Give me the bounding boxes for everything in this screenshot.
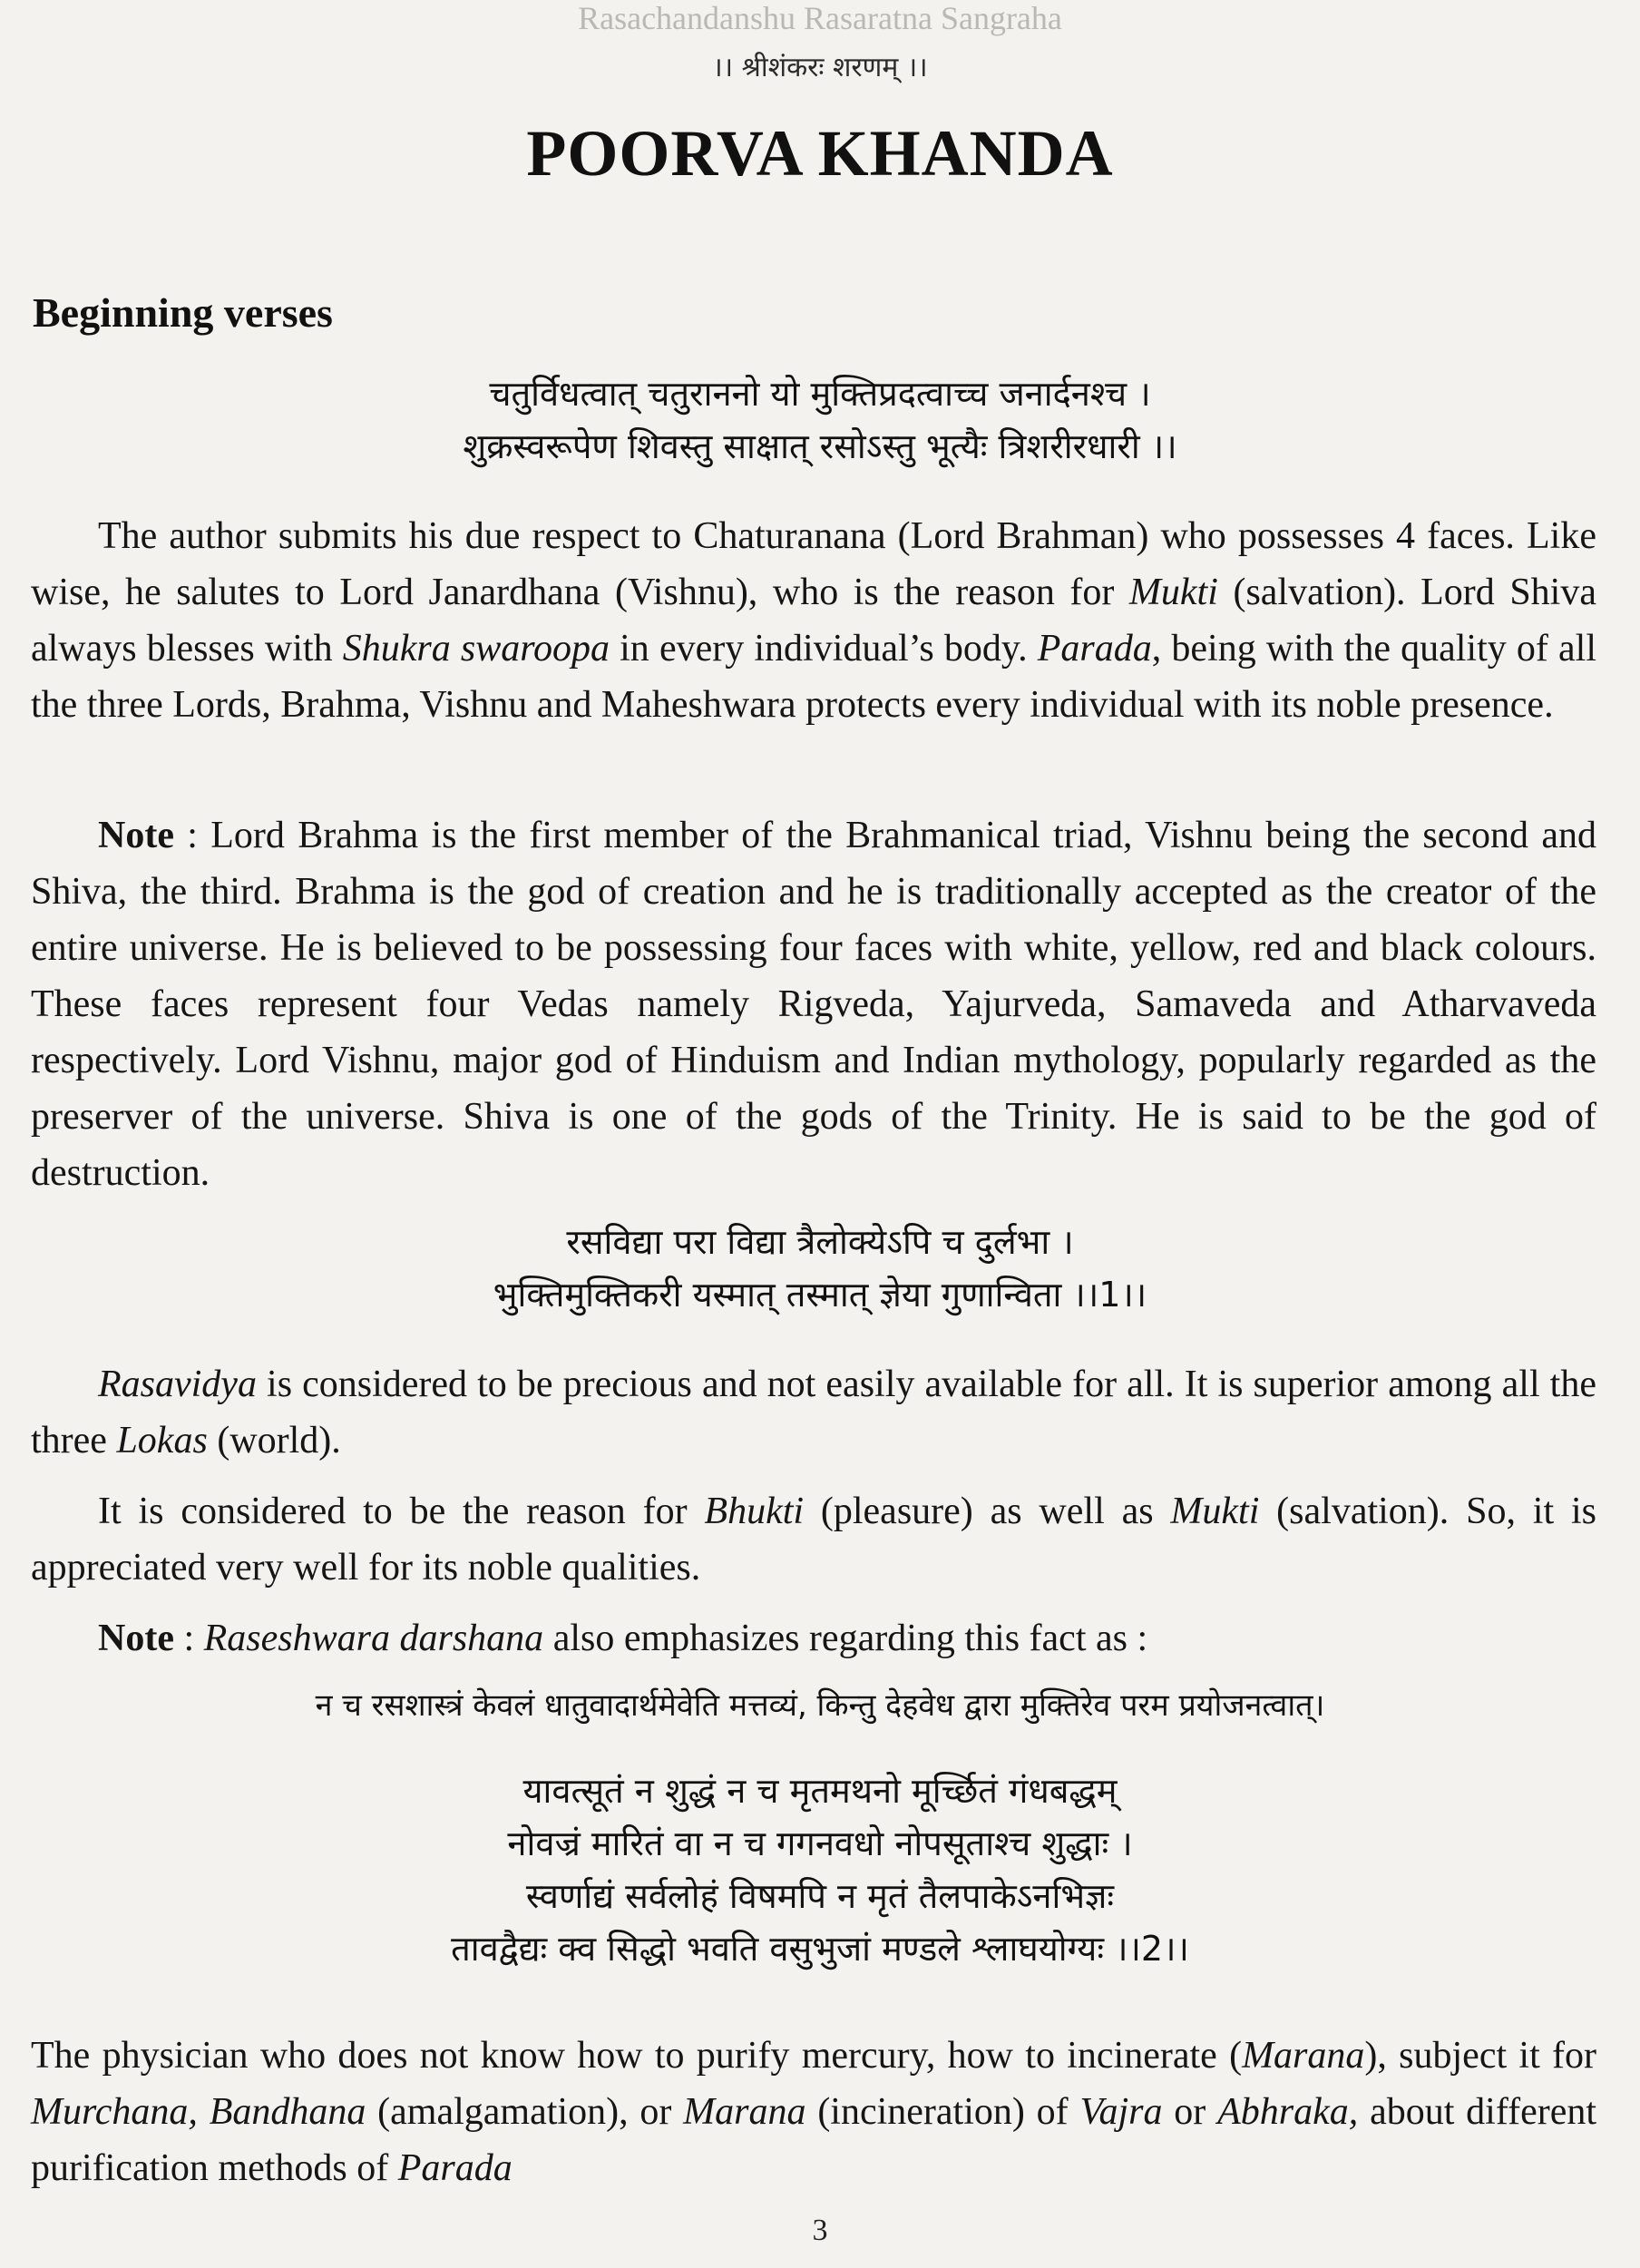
page-title: POORVA KHANDA [526,117,1114,190]
verse-2 [0,1216,1640,1321]
paragraph-author-respect: The author submits his due respect to Chaturanana (Lord Brahman) who possesses 4 faces. Like wise, he salutes to Lord Janardhana (Vishnu), who is the reason for Mukti (salvation). Lord Shiva always blesses with Shukra swaroopa in every individual’s body. Parada, being with the quality of all the three Lords, Brahma, Vishnu and Maheshwara protects every individual with its noble presence. [31,515,1596,726]
paragraph-rasavidya: Rasavidya is considered to be precious and not easily available for all. It is superior among all the three Lokas (world). [31,1364,1596,1461]
page-number: 3 [812,2214,828,2247]
section-heading: Beginning verses [33,289,333,336]
verse-1-line-1: चतुर्विधत्वात् चतुराननो यो मुक्तिप्रदत्वाच्च जनार्दनश्च । [489,374,1151,414]
paragraph-bhukti-mukti: It is considered to be the reason for Bhukti (pleasure) as well as Mukti (salvation). So, it is appreciated very well for its noble qualities. [31,1491,1596,1589]
note-brahma-triad: Note : Lord Brahma is the first member of the Brahmanical triad, Vishnu being the second and Shiva, the third. Brahma is the god of creation and he is traditionally accepted as the creator of the entire universe. He is believed to be possessing four faces with white, yellow, red and black colours. These faces represent four Vedas namely Rigveda, Yajurveda, Samaveda and Atharvaveda respectively. Lord Vishnu, major god of Hinduism and Indian mythology, popularly regarded as the preserver of the universe. Shiva is one of the gods of the Trinity. He is said to be the god of destruction. [31,815,1596,1194]
note-label: Note [98,1618,174,1659]
paragraph-physician: The physician who does not know how to purify mercury, how to incinerate (Marana), subject it for Murchana, Bandhana (amalgamation), or Marana (incineration) of Vajra or Abhraka, about different purification methods of Parada [31,2035,1597,2189]
verse-3-line-2: नोवज्रं मारितं वा न च गगनवधो नोपसूताश्च शुद्धाः । [507,1823,1133,1863]
note-raseshwara: Note : Raseshwara darshana also emphasizes regarding this fact as : [98,1618,1148,1659]
verse-3-line-1: यावत्सूतं न शुद्धं न च मृतमथनो मूर्च्छितं गंधबद्धम् [522,1771,1118,1811]
verse-1-line-2: शुक्रस्वरूपेण शिवस्तु साक्षात् रसोऽस्तु भूत्यैः त्रिशरीरधारी ।। [463,426,1177,466]
verse-3 [0,1765,1640,1975]
sanskrit-prose-quote: न च रसशास्त्रं केवलं धातुवादार्थमेवेति मत्तव्यं, किन्तु देहवेध द्वारा मुक्तिरेव परम प्रयोजनत्वात्। [315,1687,1325,1724]
bleed-through-header: Rasachandanshu Rasaratna Sangraha [578,0,1062,36]
invocation-line: ।। श्रीशंकरः शरणम् ।। [712,52,928,83]
verse-3-line-3: स्वर्णाद्यं सर्वलोहं विषमपि न मृतं तैलपाकेऽनभिज्ञः [525,1876,1115,1916]
note-label: Note [98,815,174,856]
verse-2-line-1: रसविद्या परा विद्या त्रैलोक्येऽपि च दुर्लभा । [566,1222,1074,1262]
verse-1 [0,367,1640,473]
verse-3-line-4: तावद्वैद्यः क्व सिद्धो भवति वसुभुजां मण्डले श्लाघयोग्यः ।।2।। [451,1929,1189,1969]
verse-2-line-2: भुक्तिमुक्तिकरी यस्मात् तस्मात् ज्ञेया गुणान्विता ।।1।। [493,1275,1147,1315]
